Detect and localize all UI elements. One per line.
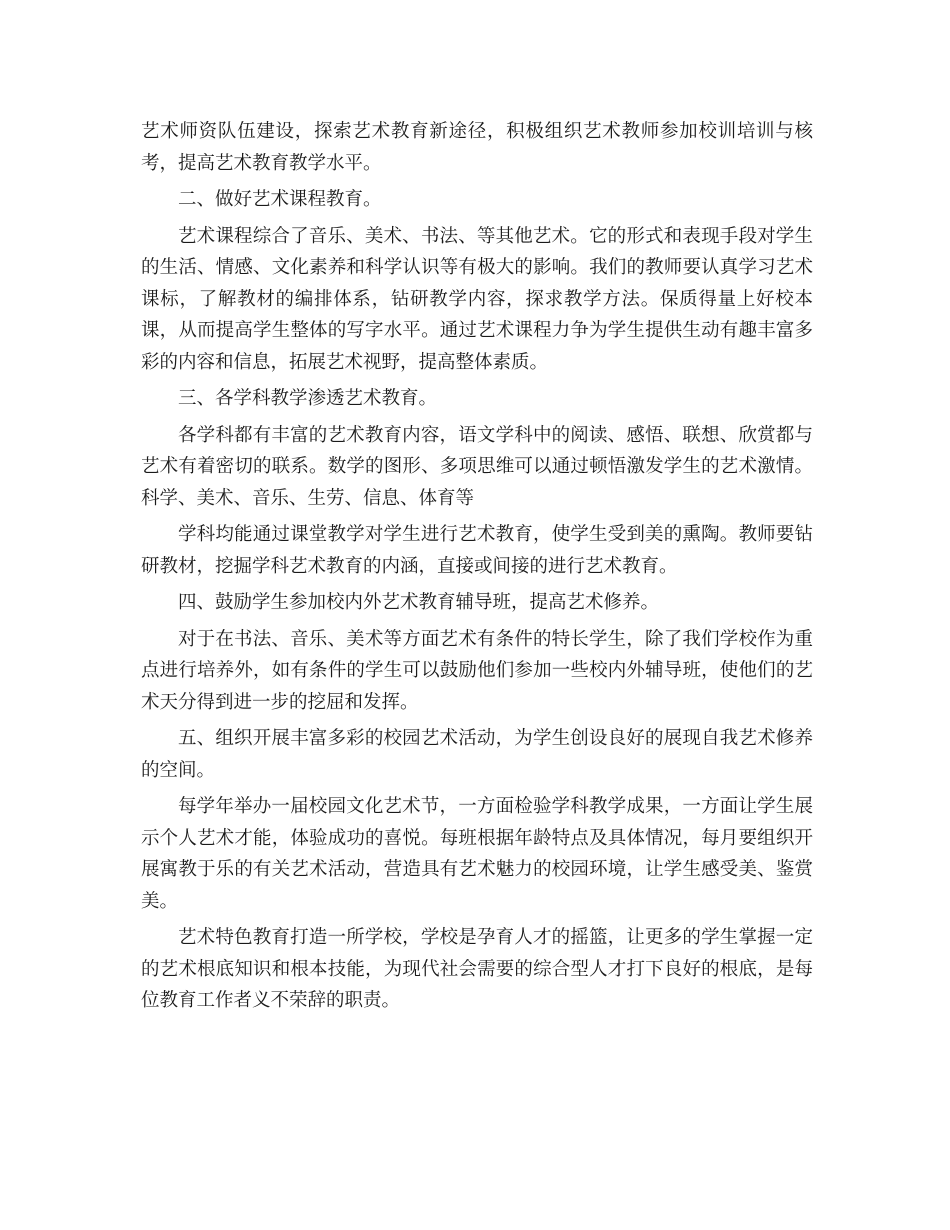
paragraph: 艺术课程综合了音乐、美术、书法、等其他艺术。它的形式和表现手段对学生的生活、情感、文化素养和科学认识等有极大的影响。我们的教师要认真学习艺术课标，了解教材的编排体系，钻研教学内容，探求教学方法。保质得量上好校本课，从而提高学生整体的写字水平。通过艺术课程力争为学生提供生动有趣丰富多彩的内容和信息，拓展艺术视野，提高整体素质。 [141,225,813,373]
paragraph: 每学年举办一届校园文化艺术节，一方面检验学科教学成果，一方面让学生展示个人艺术才能，体验成功的喜悦。每班根据年龄特点及具体情况，每月要组织开展寓教于乐的有关艺术活动，营造具有艺术魅力的校园环境，让学生感受美、鉴赏美。 [141,796,813,912]
document-page [141,116,813,1022]
paragraph: 对于在书法、音乐、美术等方面艺术有条件的特长学生，除了我们学校作为重点进行培养外，如有条件的学生可以鼓励他们参加一些校内外辅导班，使他们的艺术天分得到进一步的挖屈和发挥。 [141,628,813,713]
section-heading-2: 二、做好艺术课程教育。 [178,189,382,210]
section-heading-3: 三、各学科教学渗透艺术教育。 [178,388,438,409]
paragraph: 各学科都有丰富的艺术教育内容，语文学科中的阅读、感悟、联想、欣赏都与艺术有着密切的联系。数学的图形、多项思维可以通过顿悟激发学生的艺术激情。科学、美术、音乐、生劳、信息、体育等 [141,424,813,509]
section-heading-5: 五、组织开展丰富多彩的校园艺术活动，为学生创设良好的展现自我艺术修养的空间。 [141,728,813,781]
paragraph: 学科均能通过课堂教学对学生进行艺术教育，使学生受到美的熏陶。教师要钻研教材，挖掘学科艺术教育的内涵，直接或间接的进行艺术教育。 [141,524,813,577]
paragraph-continuation: 艺术师资队伍建设，探索艺术教育新途径，积极组织艺术教师参加校训培训与核考，提高艺术教育教学水平。 [141,121,813,174]
section-heading-4: 四、鼓励学生参加校内外艺术教育辅导班，提高艺术修养。 [178,592,660,613]
paragraph: 艺术特色教育打造一所学校，学校是孕育人才的摇篮，让更多的学生掌握一定的艺术根底知识和根本技能，为现代社会需要的综合型人才打下良好的根底，是每位教育工作者义不荣辞的职责。 [141,927,813,1011]
